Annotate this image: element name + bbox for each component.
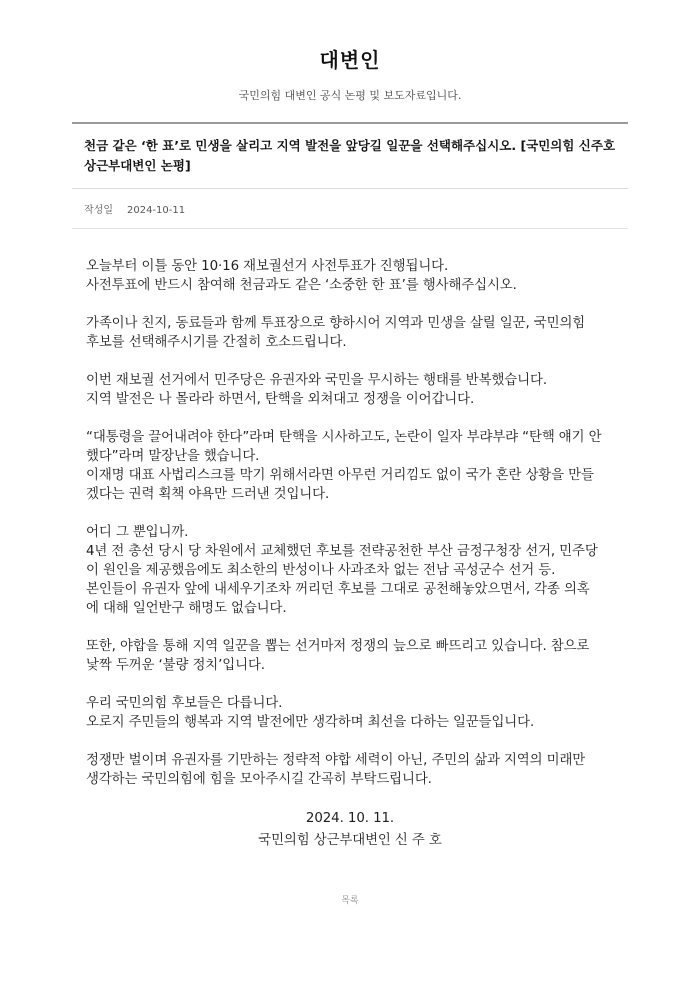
text-line: 생각하는 국민의힘에 힘을 모아주시길 간곡히 부탁드립니다. [86,772,432,787]
paragraph [86,257,614,295]
article-body [72,229,628,852]
text-line: 이번 재보궐 선거에서 민주당은 유권자와 국민을 무시하는 행태를 반복했습니다. [86,373,547,388]
text-line: 낯짝 두꺼운 ‘불량 정치’입니다. [86,658,265,673]
text-line: 정쟁만 벌이며 유권자를 기만하는 정략적 야합 세력이 아닌, 주민의 삶과 지역의 미래만 [86,753,586,768]
signature-name: 국민의힘 상근부대변인 신 주 호 [258,833,442,848]
text-line: 이재명 대표 사법리스크를 막기 위해서라면 아무런 거리낌도 없이 국가 혼란 상황을 만들 [86,468,594,483]
article-meta [72,189,628,229]
signature-block [86,808,614,852]
text-line: 가족이나 친지, 동료들과 함께 투표장으로 향하시어 지역과 민생을 살릴 일꾼, 국민의힘 [86,316,586,331]
text-line: “대통령을 끌어내려야 한다”라며 탄핵을 시사하고도, 논란이 일자 부랴부랴 “탄핵 얘기 안 [86,430,602,445]
site-header [0,0,700,122]
text-line: 4년 전 총선 당시 당 차원에서 교체했던 후보를 전략공천한 부산 금정구청장 선거, 민주당 [86,544,598,559]
text-line: 어디 그 뿐입니까. [86,525,189,540]
article-date: 2024-10-11 [126,205,186,216]
text-line: 후보를 선택해주시기를 간절히 호소드립니다. [86,335,347,350]
paragraph [86,751,614,789]
paragraph [86,314,614,352]
signature-date: 2024. 10. 11. [305,811,395,826]
text-line: 오로지 주민들의 행복과 지역 발전에만 생각하며 최선을 다하는 일꾼들입니다. [86,715,535,730]
text-line: 오늘부터 이틀 동안 10·16 재보궐선거 사전투표가 진행됩니다. [86,259,449,274]
article-title: 천금 같은 ‘한 표’로 민생을 살리고 지역 발전을 앞당길 일꾼을 선택해주십시오. [국민의힘 신주호 상근부대변인 논평] [84,138,616,173]
text-line: 본인들이 유권자 앞에 내세우기조차 꺼리던 후보를 그대로 공천해놓았으면서, 각종 의혹 [86,582,590,597]
text-line: 했다”라며 말장난을 했습니다. [86,449,260,464]
article-header [72,122,628,189]
paragraph [86,637,614,675]
text-line: 에 대해 일언반구 해명도 없습니다. [86,601,287,616]
page-subtitle: 국민의힘 대변인 공식 논평 및 보도자료입니다. [238,89,462,102]
date-label: 작성일 [84,205,113,216]
paragraph [86,371,614,409]
paragraph [86,428,614,504]
article [72,122,628,852]
paragraph [86,694,614,732]
text-line: 이 원인을 제공했음에도 최소한의 반성이나 사과조차 없는 전남 곡성군수 선거 등. [86,563,556,578]
list-button[interactable]: 목록 [341,896,359,906]
paragraph [86,523,614,618]
text-line: 겠다는 권력 획책 야욕만 드러낸 것입니다. [86,487,330,502]
page-title: 대변인 [319,48,381,72]
text-line: 우리 국민의힘 후보들은 다릅니다. [86,696,283,711]
text-line: 또한, 야합을 통해 지역 일꾼을 뽑는 선거마저 정쟁의 늪으로 빠뜨리고 있습니다. 참으로 [86,639,590,654]
text-line: 사전투표에 반드시 참여해 천금과도 같은 ‘소중한 한 표’를 행사해주십시오. [86,278,517,293]
text-line: 지역 발전은 나 몰라라 하면서, 탄핵을 외쳐대고 정쟁을 이어갑니다. [86,392,475,407]
